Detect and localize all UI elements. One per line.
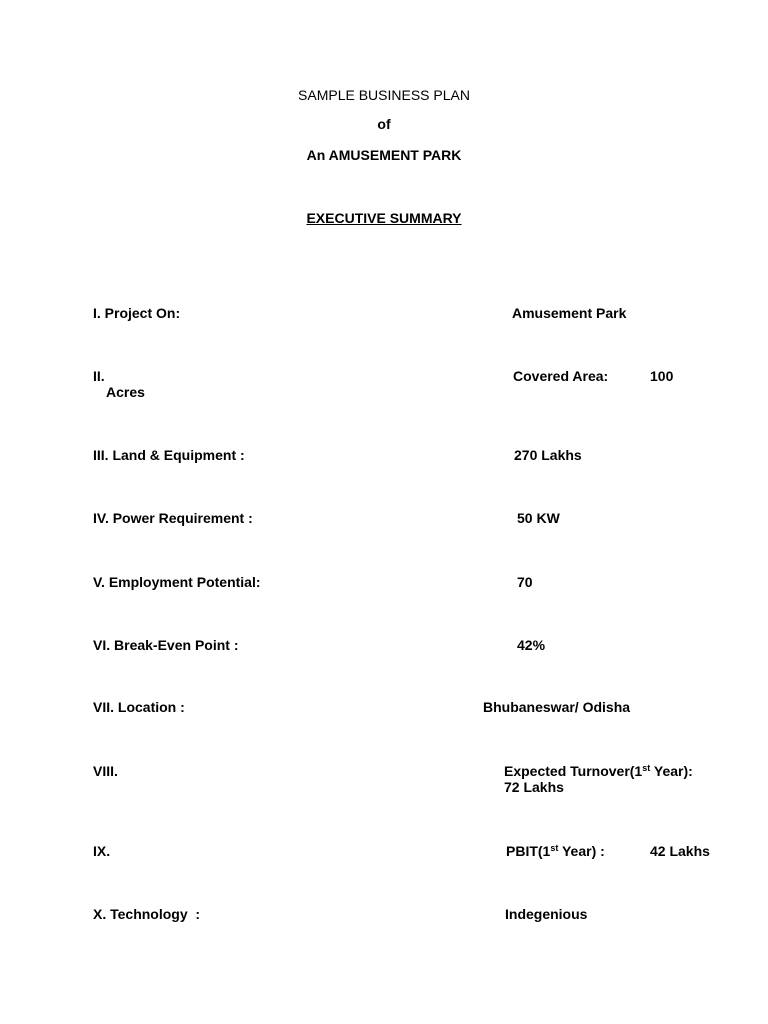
pbit-amount: 42 Lakhs xyxy=(650,843,710,859)
power-value: 50 KW xyxy=(517,510,560,526)
turnover-amount: 72 Lakhs xyxy=(504,779,564,795)
covered-area-label: II. xyxy=(93,368,105,384)
technology-label: X. Technology : xyxy=(93,906,201,922)
land-equipment-value: 270 Lakhs xyxy=(514,447,582,463)
land-equipment-label: III. Land & Equipment : xyxy=(93,447,245,463)
break-even-label: VI. Break-Even Point : xyxy=(93,637,239,653)
document-title: SAMPLE BUSINESS PLAN xyxy=(298,87,470,103)
pbit-superscript: st xyxy=(550,843,559,853)
pbit-label: IX. xyxy=(93,843,111,859)
turnover-superscript: st xyxy=(642,763,651,773)
employment-value: 70 xyxy=(517,574,533,590)
document-of: of xyxy=(377,116,391,132)
power-label: IV. Power Requirement : xyxy=(93,510,253,526)
covered-area-value-unit: Acres xyxy=(106,384,145,400)
break-even-value: 42% xyxy=(517,637,546,653)
document-subject: An AMUSEMENT PARK xyxy=(306,147,462,163)
turnover-value xyxy=(504,763,693,779)
pbit-value-prefix: PBIT(1 xyxy=(506,843,551,859)
turnover-value-suffix: Year): xyxy=(650,763,693,779)
covered-area-value-number: 100 xyxy=(650,368,674,384)
project-label: I. Project On: xyxy=(93,305,181,321)
turnover-label: VIII. xyxy=(93,763,118,779)
location-label: VII. Location : xyxy=(93,699,185,715)
turnover-value-prefix: Expected Turnover(1 xyxy=(504,763,643,779)
location-value: Bhubaneswar/ Odisha xyxy=(483,699,631,715)
pbit-value-suffix: Year) : xyxy=(558,843,605,859)
project-value: Amusement Park xyxy=(512,305,627,321)
covered-area-value-label: Covered Area: xyxy=(513,368,609,384)
section-heading: EXECUTIVE SUMMARY xyxy=(306,210,462,226)
technology-value: Indegenious xyxy=(505,906,588,922)
employment-label: V. Employment Potential: xyxy=(93,574,261,590)
pbit-value xyxy=(506,843,605,859)
